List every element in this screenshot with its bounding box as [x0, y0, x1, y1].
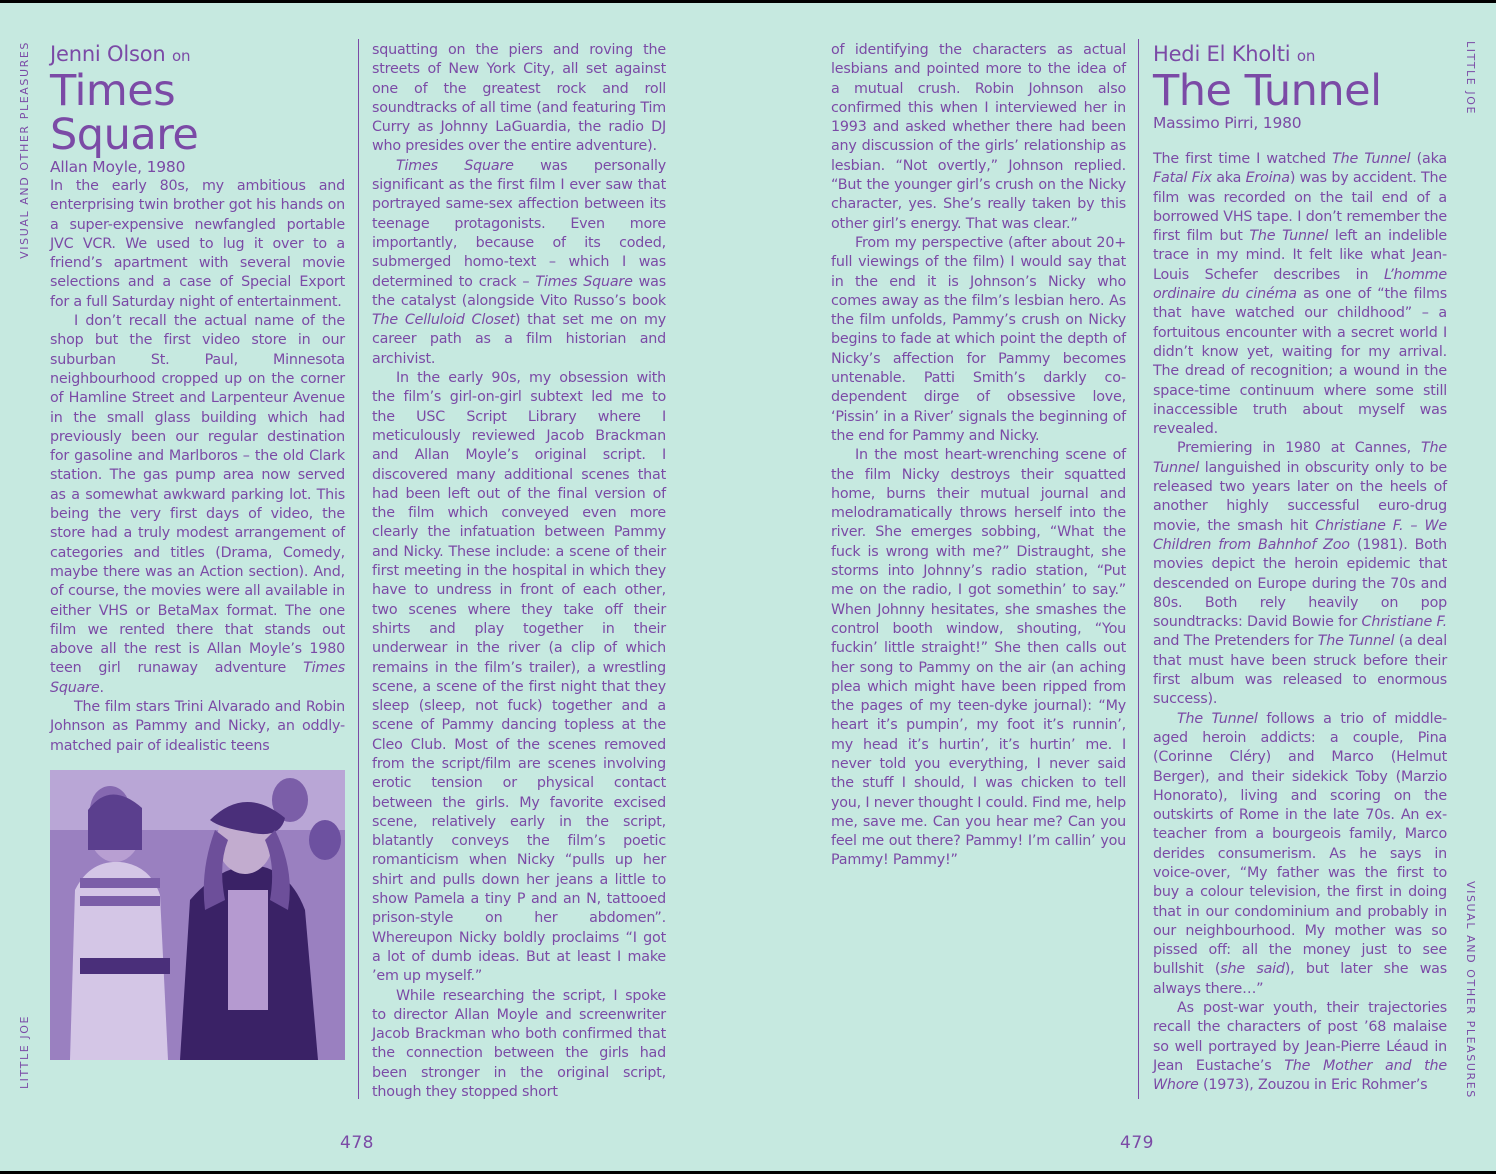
- article-title: The Tunnel: [1153, 66, 1382, 116]
- book-spread: [0, 3, 1496, 1171]
- column-rule: [358, 39, 359, 1099]
- paragraph: The film stars Trini Alvarado and Robin Johnson as Pammy and Nicky, an oddly-matched pair of idealistic teens: [50, 699, 345, 754]
- paragraph: I don’t recall the actual name of the shop but the first video store in our suburban St. Paul, Minnesota neighbourhood cropped up on the corner of Hamline Street and Larpenteur Avenue in the small glass building which had previously been our regular destination for gasoline and Marlboros – the old Clark station. The gas pump area now served as a somewhat awkward parking lot. This being the very first days of video, the store had a truly modest arrangement of categories and titles (Drama, Comedy, maybe there was an Action section). And, of course, the movies were all available in either VHS or BetaMax format. The one film we rented there that stands out above all the rest is Allan Moyle’s 1980 teen girl runaway adventure Times Square.: [50, 313, 345, 696]
- paragraph: The first time I watched The Tunnel (aka Fatal Fix aka Eroina) was by accident. The film was recorded on the tail end of a borrowed VHS tape. I don’t remember the first film but The Tunnel left an indelible trace in my mind. It felt like what Jean-Louis Schefer describes in L’homme ordinaire du cinéma as one of “the films that have watched our childhood” – a fortuitous encounter with a secret world I didn’t know yet, waiting for my arrival. The dread of recognition; a wound in the space-time continuum where some still inaccessible truth about myself was revealed.: [1153, 151, 1447, 438]
- paragraph: Premiering in 1980 at Cannes, The Tunnel languished in obscurity only to be released two years later on the heels of another highly successful euro-drug movie, the smash hit Christiane F. – We Children from Bahnhof Zoo (1981). Both movies depict the heroin epidemic that descended on Europe during the 70s and 80s. Both rely heavily on pop soundtracks: David Bowie for Christiane F. and The Pretenders for The Tunnel (a deal that must have been struck before their first album was released to enormous success).: [1153, 440, 1447, 708]
- page-number: 478: [340, 1133, 374, 1153]
- column-rule: [1138, 39, 1139, 1099]
- running-head-title: LITTLE JOE: [18, 1015, 31, 1090]
- film-credit: Massimo Pirri, 1980: [1153, 114, 1302, 132]
- right-column-1: [831, 41, 1126, 871]
- paragraph: From my perspective (after about 20+ full viewings of the film) I would say that in the end it is Johnson’s Nicky who comes away as the film’s lesbian hero. As the film unfolds, Pammy’s crush on Nicky begins to fade at which point the depth of Nicky’s affection for Pammy becomes untenable. Patti Smith’s darkly co-dependent dirge of obsessive love, ‘Pissin’ in a River’ signals the beginning of the end for Pammy and Nicky.: [831, 234, 1126, 444]
- paragraph: of identifying the characters as actual lesbians and pointed more to the idea of a mutual crush. Robin Johnson also confirmed this when I interviewed her in 1993 and asked whether there had been any discussion of the girls’ relationship as lesbian. “Not overtly,” Johnson replied. “But the younger girl’s crush on the Nicky character, yes. She’s really taken by this other girl’s energy. That was clear.”: [831, 42, 1126, 232]
- paragraph: While researching the script, I spoke to director Allan Moyle and screenwriter Jacob Brackman who both confirmed that the connection between the girls had been stronger in the original script, though they stopped short: [372, 987, 666, 1101]
- paragraph: The Tunnel follows a trio of middle-aged heroin addicts: a couple, Pina (Corinne Cléry) and Marco (Helmut Berger), and their sidekick Toby (Marzio Honorato), living and scoring on the outskirts of Rome in the late 70s. An ex-teacher from a bourgeois family, Marco derides consumerism. As he says in voice-over, “My father was the first to buy a colour television, the first in doing that in our condominium and probably in our neighbourhood. My mother was so pissed off: all the money just to see bullshit (she said), but later she was always there…”: [1153, 710, 1448, 997]
- film-credit: Allan Moyle, 1980: [50, 158, 186, 176]
- paragraph: In the early 90s, my obsession with the film’s girl-on-girl subtext led me to the USC Script Library where I meticulously reviewed Jacob Brackman and Allan Moyle’s original script. I discovered many additional scenes that had been left out of the final version of the film which conveyed even more clearly the infatuation between Pammy and Nicky. These include: a scene of their first meeting in the hospital in which they have to undress in front of each other, two scenes where they take off their shirts and play together in their underwear in the river (a clip of which remains in the film’s trailer), a wrestling scene, a scene of the first night that they sleep (sleep, not fuck) together and a scene of Pammy dancing topless at the Cleo Club. Most of the scenes removed from the script/film are scenes involving erotic tension or physical contact between the girls. My favorite excised scene, relatively early in the script, blatantly conveys the film’s poetic romanticism when Nicky “pulls up her shirt and pulls down her jeans a little to show Pamela a tiny P and an N, tattooed prison-style on her abdomen”. Whereupon Nicky boldly proclaims “I got a lot of dumb ideas. But at least I make ’em up myself.”: [372, 370, 666, 985]
- left-column-1: [50, 41, 345, 1060]
- paragraph: As post-war youth, their trajectories recall the characters of post ’68 malaise so well portrayed by Jean-Pierre Léaud in Jean Eustache’s The Mother and the Whore (1973), Zouzou in Eric Rohmer’s: [1153, 1000, 1447, 1094]
- running-head-series: VISUAL AND OTHER PLEASURES: [18, 41, 31, 259]
- left-column-2: [372, 41, 666, 1102]
- film-still-photo: [50, 770, 345, 1060]
- right-page: [748, 3, 1496, 1171]
- paragraph: In the most heart-wrenching scene of the film Nicky destroys their squatted home, burns their mutual journal and melodramatically throws herself into the river. She emerges sobbing, “What the fuck is wrong with me?” Distraught, she storms into Johnny’s radio station, “Put me on the radio, I got somethin’ to say.” When Johnny hesitates, she smashes the control booth window, shouting, “You fuckin’ little straight!” She then calls out her song to Pammy on the air (an aching plea which might have been ripped from the pages of my teen-dyke journal): “My heart it’s pumpin’, my foot it’s runnin’, my head it’s hurtin’, it’s hurtin’ me. I never told you everything, I never said the stuff I should, I was chicken to tell you, I never thought I could. Find me, help me, save me. Can you hear me? Can you feel me out there? Pammy! I’m callin’ you Pammy! Pammy!”: [831, 447, 1126, 869]
- paragraph: squatting on the piers and roving the streets of New York City, all set against one of the greatest rock and roll soundtracks of all time (and featuring Tim Curry as Johnny LaGuardia, the radio DJ who presides over the entire adventure).: [372, 42, 666, 155]
- right-column-2: [1153, 41, 1447, 1096]
- left-page: [0, 3, 748, 1171]
- article-author: Hedi El Kholti on: [1153, 42, 1316, 66]
- film-still-illustration: [50, 770, 345, 1060]
- paragraph: In the early 80s, my ambitious and enterprising twin brother got his hands on a super-expensive newfangled portable JVC VCR. We used to lug it over to a friend’s apartment with several movie selections and a case of Special Export for a full Saturday night of entertainment.: [50, 178, 345, 310]
- article-author: Jenni Olson on: [50, 42, 191, 66]
- running-head-title: LITTLE JOE: [1464, 41, 1477, 116]
- article-title: Times Square: [50, 66, 199, 160]
- page-number: 479: [1120, 1133, 1154, 1153]
- running-head-series: VISUAL AND OTHER PLEASURES: [1464, 881, 1477, 1099]
- paragraph: Times Square was personally significant as the first film I ever saw that portrayed same-sex affection between its teenage protagonists. Even more importantly, because of its coded, submerged homo-text – which I was determined to crack – Times Square was the catalyst (alongside Vito Russo’s book The Celluloid Closet) that set me on my career path as a film historian and archivist.: [372, 157, 667, 367]
